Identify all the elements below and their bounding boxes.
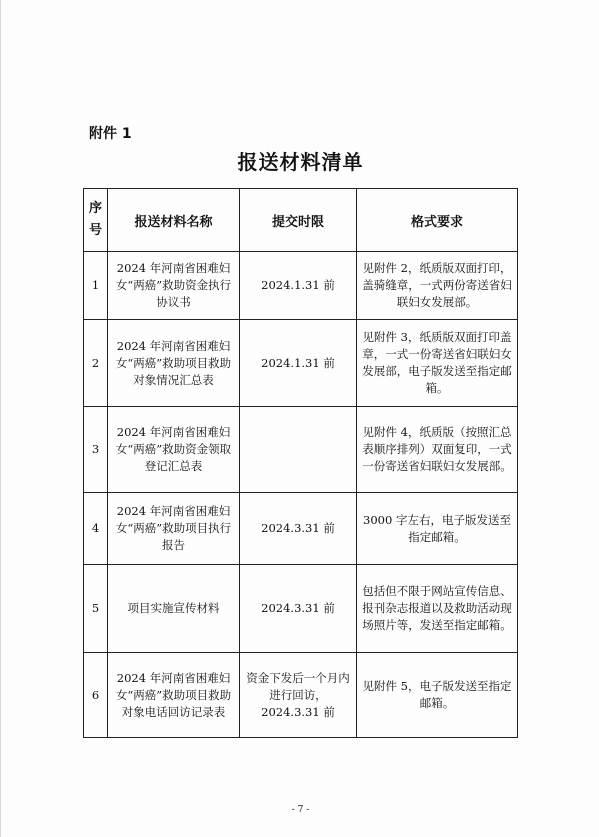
table-row: [84, 320, 518, 407]
row-number: 4: [84, 493, 108, 565]
material-name: 2024 年河南省困难妇女“两癌”救助项目救助对象电话回访记录表: [108, 653, 240, 738]
deadline-cell: 2024.1.31 前: [240, 320, 357, 407]
format-requirement: 见附件 5，电子版发送至指定邮箱。: [357, 653, 518, 738]
row-number: 2: [84, 320, 108, 407]
format-requirement: 见附件 3，纸质版双面打印盖章，一式一份寄送省妇联妇女发展部，电子版发送至指定邮箱。: [357, 320, 518, 407]
header-deadline: 提交时限: [240, 189, 357, 252]
material-name: 2024 年河南省困难妇女“两癌”救助项目救助对象情况汇总表: [108, 320, 240, 407]
header-seq: 序号: [84, 189, 108, 252]
format-requirement: 包括但不限于网站宣传信息、报刊杂志报道以及救助活动现场照片等，发送至指定邮箱。: [357, 565, 518, 653]
table-row: [84, 493, 518, 565]
deadline-cell: [240, 407, 357, 493]
material-name: 2024 年河南省困难妇女“两癌”救助资金领取登记汇总表: [108, 407, 240, 493]
row-number: 5: [84, 565, 108, 653]
material-name: 2024 年河南省困难妇女“两癌”救助项目执行报告: [108, 493, 240, 565]
table-header-row: [84, 189, 518, 252]
materials-table: [83, 188, 518, 738]
page-title: 报送材料清单: [237, 150, 364, 174]
row-number: 6: [84, 653, 108, 738]
table-row: [84, 565, 518, 653]
page-number: - 7 -: [291, 805, 310, 815]
row-number: 1: [84, 252, 108, 320]
format-requirement: 见附件 4，纸质版（按照汇总表顺序排列）双面复印，一式一份寄送省妇联妇女发展部。: [357, 407, 518, 493]
table-row: [84, 653, 518, 738]
row-number: 3: [84, 407, 108, 493]
header-name: 报送材料名称: [108, 189, 240, 252]
deadline-cell: 2024.3.31 前: [240, 565, 357, 653]
table-row: [84, 407, 518, 493]
deadline-cell: 资金下发后一个月内进行回访，2024.3.31 前: [240, 653, 357, 738]
format-requirement: 见附件 2，纸质版双面打印，盖骑缝章，一式两份寄送省妇联妇女发展部。: [357, 252, 518, 320]
format-requirement: 3000 字左右，电子版发送至指定邮箱。: [357, 493, 518, 565]
material-name: 2024 年河南省困难妇女“两癌”救助资金执行协议书: [108, 252, 240, 320]
deadline-cell: 2024.3.31 前: [240, 493, 357, 565]
header-format: 格式要求: [357, 189, 518, 252]
table-row: [84, 252, 518, 320]
material-name: 项目实施宣传材料: [108, 565, 240, 653]
deadline-cell: 2024.1.31 前: [240, 252, 357, 320]
attachment-label: 附件 1: [89, 126, 132, 142]
